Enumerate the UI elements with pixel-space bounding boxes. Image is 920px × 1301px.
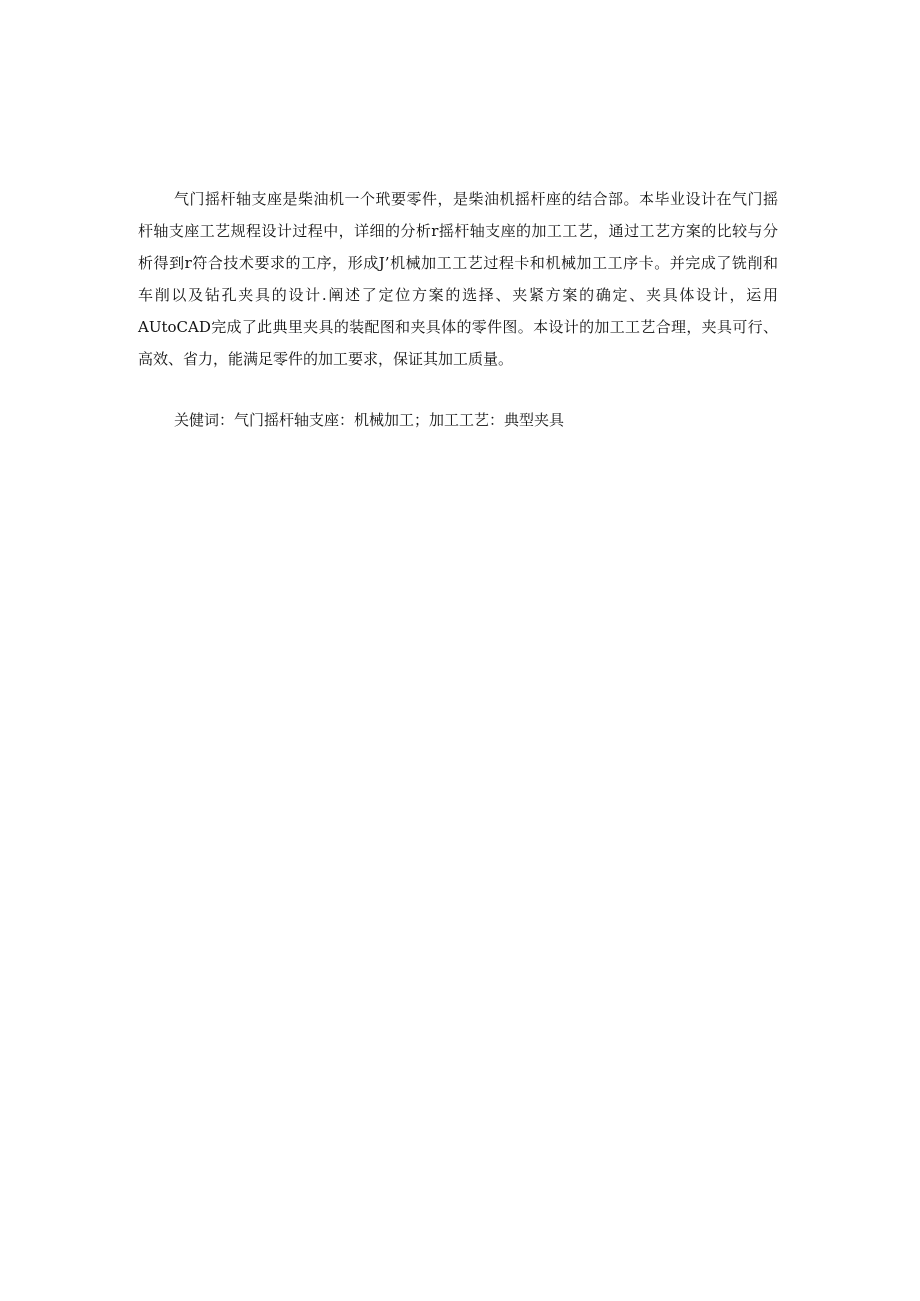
abstract-line: 高效、省力，能满足零件的加工要求，保证其加工质量。 bbox=[138, 350, 514, 368]
abstract-line: 车削以及钻孔夹具的设计.阐述了定位方案的选择、夹紧方案的确定、夹具体设计，运用 bbox=[138, 286, 778, 304]
abstract-line: 气门摇杆轴支座是柴油机一个玳要零件，是柴油机摇杆座的结合部。本毕业设计在气门摇 bbox=[174, 190, 778, 208]
abstract-line: 析得到r符合技术要求的工序，形成J’机械加工工艺过程卡和机械加工工序卡。并完成了铣削和 bbox=[138, 254, 778, 272]
abstract-paragraph bbox=[138, 183, 778, 375]
abstract-line: 杆轴支座工艺规程设计过程中，详细的分析r摇杆轴支座的加工工艺，通过工艺方案的比较与分 bbox=[138, 222, 778, 240]
abstract-line: AUtoCAD完成了此典里夹具的装配图和夹具体的零件图。本设计的加工工艺合理，夹具可行、 bbox=[138, 318, 778, 336]
keywords-line: 关健词：气门摇杆轴支座：机械加工；加工工艺：典型夹具 bbox=[174, 411, 565, 429]
